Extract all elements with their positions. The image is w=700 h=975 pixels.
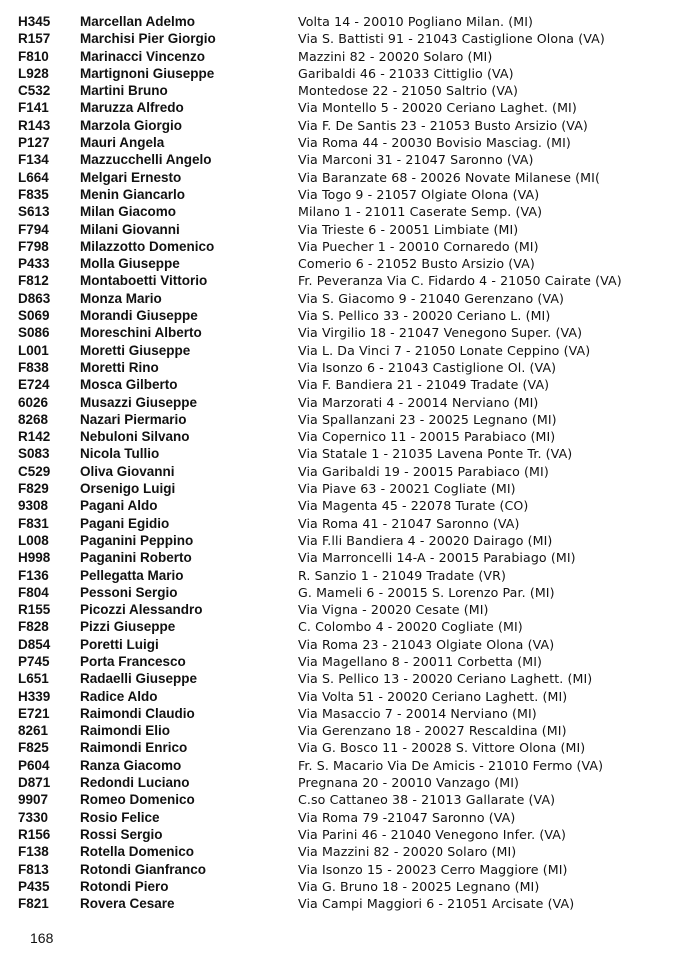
member-name: Nebuloni Silvano <box>80 429 190 445</box>
member-name: Poretti Luigi <box>80 636 159 652</box>
member-name: Pagani Egidio <box>80 515 170 531</box>
member-code: L008 <box>18 532 49 548</box>
member-address: Via Trieste 6 - 20051 Limbiate (MI) <box>298 221 519 237</box>
list-item <box>18 411 688 428</box>
list-item <box>18 515 688 532</box>
member-address: Via Vigna - 20020 Cesate (MI) <box>298 602 489 618</box>
member-address: Garibaldi 46 - 21033 Cittiglio (VA) <box>298 65 514 81</box>
member-address: Montedose 22 - 21050 Saltrio (VA) <box>298 83 518 99</box>
list-item <box>18 117 688 134</box>
member-address: Via Marroncelli 14-A - 20015 Parabiago (MI) <box>298 550 576 566</box>
list-item <box>18 774 688 791</box>
list-item <box>18 238 688 255</box>
member-address: Via S. Battisti 91 - 21043 Castiglione Olona (VA) <box>298 31 605 47</box>
member-name: Martignoni Giuseppe <box>80 65 215 81</box>
member-address: Via Puecher 1 - 20010 Cornaredo (MI) <box>298 238 539 254</box>
member-name: Raimondi Claudio <box>80 705 195 721</box>
member-code: F804 <box>18 584 49 600</box>
member-address: Via Masaccio 7 - 20014 Nerviano (MI) <box>298 705 537 721</box>
list-item <box>18 324 688 341</box>
list-item <box>18 584 688 601</box>
member-address: Via Campi Maggiori 6 - 21051 Arcisate (VA) <box>298 896 575 912</box>
member-name: Pellegatta Mario <box>80 567 184 583</box>
list-item <box>18 169 688 186</box>
member-code: P745 <box>18 653 50 669</box>
member-address: Via Roma 44 - 20030 Bovisio Masciag. (MI) <box>298 135 571 151</box>
member-code: 7330 <box>18 809 49 825</box>
member-address: Via Mazzini 82 - 20020 Solaro (MI) <box>298 844 517 860</box>
member-name: Porta Francesco <box>80 653 186 669</box>
list-item <box>18 636 688 653</box>
list-item <box>18 549 688 566</box>
member-address: Via Marzorati 4 - 20014 Nerviano (MI) <box>298 394 539 410</box>
member-name: Radice Aldo <box>80 688 158 704</box>
member-address: Mazzini 82 - 20020 Solaro (MI) <box>298 48 493 64</box>
member-address: Comerio 6 - 21052 Busto Arsizio (VA) <box>298 256 535 272</box>
member-code: F828 <box>18 619 49 635</box>
member-address: Via Volta 51 - 20020 Ceriano Laghett. (MI) <box>298 688 568 704</box>
list-item <box>18 705 688 722</box>
member-code: R157 <box>18 31 51 47</box>
member-address: Via F. Bandiera 21 - 21049 Tradate (VA) <box>298 377 550 393</box>
member-code: F831 <box>18 515 49 531</box>
member-name: Mosca Gilberto <box>80 377 178 393</box>
list-item <box>18 861 688 878</box>
list-item <box>18 290 688 307</box>
member-name: Moreschini Alberto <box>80 325 202 341</box>
member-name: Nicola Tullio <box>80 446 160 462</box>
member-name: Picozzi Alessandro <box>80 602 203 618</box>
list-item <box>18 307 688 324</box>
list-item <box>18 895 688 912</box>
member-address: Via Piave 63 - 20021 Cogliate (MI) <box>298 481 516 497</box>
member-code: P435 <box>18 878 50 894</box>
member-address: C. Colombo 4 - 20020 Cogliate (MI) <box>298 619 523 635</box>
list-item <box>18 670 688 687</box>
member-name: Redondi Luciano <box>80 775 190 791</box>
member-code: R155 <box>18 602 51 618</box>
list-item <box>18 463 688 480</box>
member-name: Marcellan Adelmo <box>80 14 196 29</box>
list-item <box>18 757 688 774</box>
member-name: Molla Giuseppe <box>80 256 180 272</box>
member-name: Rotondi Gianfranco <box>80 861 206 877</box>
list-item <box>18 567 688 584</box>
list-item <box>18 826 688 843</box>
member-name: Milazzotto Domenico <box>80 238 215 254</box>
member-name: Mauri Angela <box>80 135 165 151</box>
member-address: R. Sanzio 1 - 21049 Tradate (VR) <box>298 567 506 583</box>
member-code: E721 <box>18 705 50 721</box>
member-code: H998 <box>18 550 51 566</box>
member-address: Via Statale 1 - 21035 Lavena Ponte Tr. (VA) <box>298 446 573 462</box>
list-item <box>18 13 688 30</box>
member-code: R143 <box>18 117 51 133</box>
list-item <box>18 186 688 203</box>
member-address: C.so Cattaneo 38 - 21013 Gallarate (VA) <box>298 792 556 808</box>
member-code: 9308 <box>18 498 49 514</box>
member-address: Via Gerenzano 18 - 20027 Rescaldina (MI) <box>298 723 567 739</box>
member-name: Milan Giacomo <box>80 204 177 220</box>
list-item <box>18 843 688 860</box>
member-name: Paganini Roberto <box>80 550 192 566</box>
list-item <box>18 221 688 238</box>
list-item <box>18 134 688 151</box>
member-code: F141 <box>18 100 49 116</box>
list-item <box>18 255 688 272</box>
member-address: Pregnana 20 - 20010 Vanzago (MI) <box>298 775 520 791</box>
member-code: L001 <box>18 342 49 358</box>
member-name: Marzola Giorgio <box>80 117 183 133</box>
member-name: Raimondi Enrico <box>80 740 188 756</box>
member-code: 8261 <box>18 723 49 739</box>
member-code: S069 <box>18 308 50 324</box>
member-address: Via G. Bruno 18 - 20025 Legnano (MI) <box>298 878 540 894</box>
member-name: Romeo Domenico <box>80 792 195 808</box>
member-code: L664 <box>18 169 49 185</box>
list-item <box>18 601 688 618</box>
member-code: R142 <box>18 429 51 445</box>
member-address: Via Baranzate 68 - 20026 Novate Milanese (MI( <box>298 169 600 185</box>
member-code: S083 <box>18 446 50 462</box>
member-name: Raimondi Elio <box>80 723 171 739</box>
member-address: Fr. Peveranza Via C. Fidardo 4 - 21050 Cairate (VA) <box>298 273 622 289</box>
member-address: Fr. S. Macario Via De Amicis - 21010 Fermo (VA) <box>298 757 604 773</box>
member-code: 6026 <box>18 394 49 410</box>
member-name: Pagani Aldo <box>80 498 158 514</box>
member-name: Rovera Cesare <box>80 896 175 912</box>
member-address: Via Isonzo 15 - 20023 Cerro Maggiore (MI) <box>298 861 568 877</box>
member-code: R156 <box>18 826 51 842</box>
member-code: H339 <box>18 688 51 704</box>
list-item <box>18 203 688 220</box>
member-name: Moretti Giuseppe <box>80 342 191 358</box>
member-code: F813 <box>18 861 49 877</box>
member-code: D854 <box>18 636 51 652</box>
member-address: Via Roma 41 - 21047 Saronno (VA) <box>298 515 520 531</box>
member-address: Via G. Bosco 11 - 20028 S. Vittore Olona (MI) <box>298 740 586 756</box>
member-code: P604 <box>18 757 50 773</box>
list-item <box>18 272 688 289</box>
list-item <box>18 445 688 462</box>
member-name: Pizzi Giuseppe <box>80 619 176 635</box>
member-name: Rossi Sergio <box>80 826 163 842</box>
member-name: Rosio Felice <box>80 809 160 825</box>
member-name: Montaboetti Vittorio <box>80 273 208 289</box>
list-item <box>18 376 688 393</box>
member-code: P433 <box>18 256 50 272</box>
list-item <box>18 30 688 47</box>
directory-list <box>18 13 688 912</box>
member-code: F829 <box>18 481 49 497</box>
member-code: F810 <box>18 48 49 64</box>
member-code: 8268 <box>18 411 49 427</box>
member-code: F835 <box>18 186 49 202</box>
list-item <box>18 480 688 497</box>
list-item <box>18 82 688 99</box>
member-address: Via Roma 23 - 21043 Olgiate Olona (VA) <box>298 636 555 652</box>
list-item <box>18 653 688 670</box>
member-address: Via Spallanzani 23 - 20025 Legnano (MI) <box>298 411 557 427</box>
member-address: Via Roma 79 -21047 Saronno (VA) <box>298 809 516 825</box>
member-code: F134 <box>18 152 49 168</box>
list-item <box>18 497 688 514</box>
member-address: Via Virgilio 18 - 21047 Venegono Super. (VA) <box>298 325 583 341</box>
list-item <box>18 809 688 826</box>
member-code: C532 <box>18 83 51 99</box>
list-item <box>18 878 688 895</box>
member-address: Volta 14 - 20010 Pogliano Milan. (MI) <box>298 14 534 29</box>
list-item <box>18 151 688 168</box>
member-code: F136 <box>18 567 49 583</box>
member-name: Maruzza Alfredo <box>80 100 184 116</box>
member-code: F798 <box>18 238 49 254</box>
page-number: 168 <box>30 930 54 946</box>
member-code: L651 <box>18 671 49 687</box>
member-name: Martini Bruno <box>80 83 168 99</box>
member-code: D871 <box>18 775 51 791</box>
member-code: S086 <box>18 325 50 341</box>
member-code: D863 <box>18 290 51 306</box>
member-address: Via Montello 5 - 20020 Ceriano Laghet. (MI) <box>298 100 577 116</box>
member-address: G. Mameli 6 - 20015 S. Lorenzo Par. (MI) <box>298 584 555 600</box>
member-name: Rotondi Piero <box>80 878 169 894</box>
member-address: Via Parini 46 - 21040 Venegono Infer. (VA) <box>298 826 566 842</box>
member-name: Pessoni Sergio <box>80 584 178 600</box>
member-name: Nazari Piermario <box>80 411 187 427</box>
member-address: Via Magellano 8 - 20011 Corbetta (MI) <box>298 653 543 669</box>
member-address: Via F. De Santis 23 - 21053 Busto Arsizio (VA) <box>298 117 588 133</box>
list-item <box>18 394 688 411</box>
list-item <box>18 532 688 549</box>
member-name: Musazzi Giuseppe <box>80 394 198 410</box>
list-item <box>18 65 688 82</box>
member-address: Via Togo 9 - 21057 Olgiate Olona (VA) <box>298 186 540 202</box>
list-item <box>18 48 688 65</box>
member-code: F794 <box>18 221 49 237</box>
member-code: E724 <box>18 377 50 393</box>
member-code: F838 <box>18 359 49 375</box>
member-name: Melgari Ernesto <box>80 169 182 185</box>
member-code: F812 <box>18 273 49 289</box>
member-name: Oliva Giovanni <box>80 463 175 479</box>
member-name: Monza Mario <box>80 290 162 306</box>
member-address: Milano 1 - 21011 Caserate Semp. (VA) <box>298 204 543 220</box>
member-address: Via Isonzo 6 - 21043 Castiglione Ol. (VA) <box>298 359 557 375</box>
member-name: Paganini Peppino <box>80 532 194 548</box>
member-address: Via L. Da Vinci 7 - 21050 Lonate Ceppino (VA) <box>298 342 591 358</box>
member-address: Via S. Giacomo 9 - 21040 Gerenzano (VA) <box>298 290 565 306</box>
member-code: 9907 <box>18 792 49 808</box>
member-name: Orsenigo Luigi <box>80 481 176 497</box>
member-name: Ranza Giacomo <box>80 757 182 773</box>
list-item <box>18 359 688 376</box>
member-code: F138 <box>18 844 49 860</box>
member-address: Via S. Pellico 33 - 20020 Ceriano L. (MI) <box>298 308 551 324</box>
member-address: Via Copernico 11 - 20015 Parabiaco (MI) <box>298 429 556 445</box>
member-name: Marchisi Pier Giorgio <box>80 31 216 47</box>
member-code: F825 <box>18 740 49 756</box>
member-address: Via Marconi 31 - 21047 Saronno (VA) <box>298 152 534 168</box>
list-item <box>18 791 688 808</box>
list-item <box>18 688 688 705</box>
member-code: P127 <box>18 135 50 151</box>
member-name: Milani Giovanni <box>80 221 180 237</box>
list-item <box>18 739 688 756</box>
member-address: Via Garibaldi 19 - 20015 Parabiaco (MI) <box>298 463 549 479</box>
member-code: H345 <box>18 14 51 29</box>
member-name: Marinacci Vincenzo <box>80 48 206 64</box>
member-code: C529 <box>18 463 51 479</box>
list-item <box>18 618 688 635</box>
member-name: Menin Giancarlo <box>80 186 186 202</box>
member-address: Via S. Pellico 13 - 20020 Ceriano Laghett. (MI) <box>298 671 593 687</box>
member-name: Moretti Rino <box>80 359 159 375</box>
list-item <box>18 722 688 739</box>
member-code: F821 <box>18 896 49 912</box>
member-address: Via Magenta 45 - 22078 Turate (CO) <box>298 498 529 514</box>
member-name: Rotella Domenico <box>80 844 195 860</box>
member-code: L928 <box>18 65 49 81</box>
list-item <box>18 428 688 445</box>
list-item <box>18 99 688 116</box>
member-code: S613 <box>18 204 50 220</box>
member-address: Via F.lli Bandiera 4 - 20020 Dairago (MI) <box>298 532 553 548</box>
list-item <box>18 342 688 359</box>
member-name: Morandi Giuseppe <box>80 308 198 324</box>
member-name: Mazzucchelli Angelo <box>80 152 212 168</box>
member-name: Radaelli Giuseppe <box>80 671 198 687</box>
